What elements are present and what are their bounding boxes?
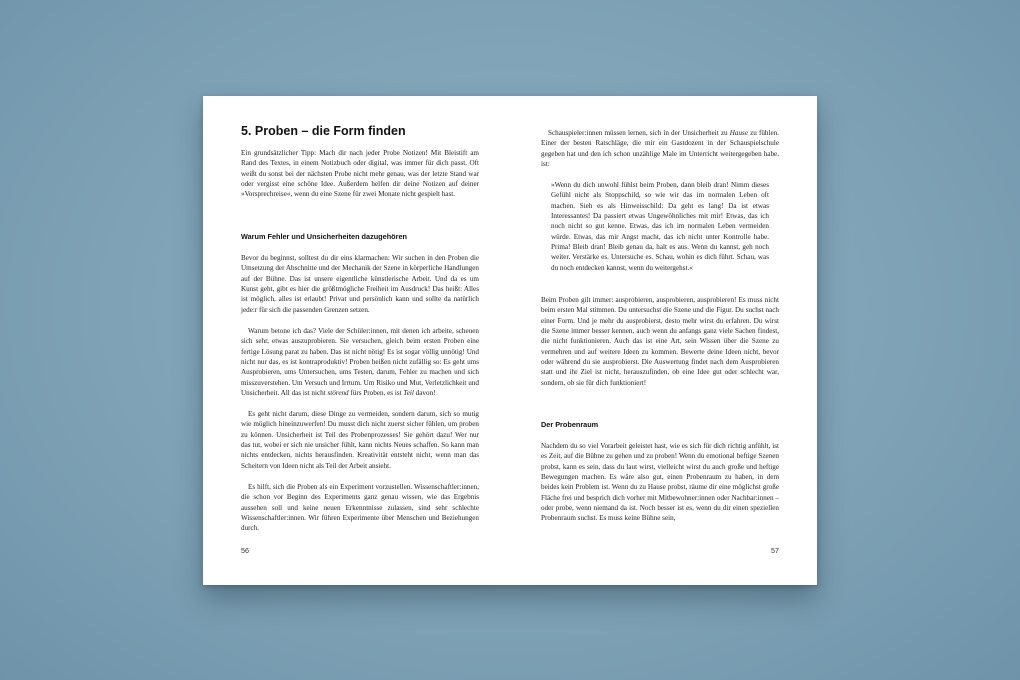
subheading-mistakes: Warum Fehler und Unsicherheiten dazugehören [241,232,407,241]
right-page [510,96,817,585]
paragraph-why [241,326,479,398]
chapter-title: 5. Proben – die Form finden [241,124,406,138]
emphasis-stoerend: störend [327,389,349,398]
paragraph-courage: Es geht nicht darum, diese Dinge zu vermeiden, sondern darum, sich so mutig wie möglich hineinzuwerfen! Du musst dich nicht zuerst sicher fühlen, um proben zu können. Unsicherheit ist Teil des Probenprozesses! Sie gehört dazu! Wer nur das tut, wobei er sich nie unsicher fühlt, kann nichts Neues schaffen. So kann man nichts entdecken, nichts herausfinden. Kreativität entsteht nicht, wenn man das Scheitern von Ideen nicht als Teil der Arbeit ansieht. [241,410,479,470]
book-spread [203,96,817,585]
emphasis-teil: Teil [403,389,414,398]
paragraph-try-out: Beim Proben gilt immer: ausprobieren, ausprobieren, ausprobieren! Es muss nicht beim ersten Mal stimmen. Du untersuchst die Szene und die Figur. Du suchst nach einer Form. Und je mehr du ausprobierst, desto mehr wirst du erfahren. Du wirst die Szene immer besser kennen, auch wenn du anfangs ganz viele Sachen findest, die nicht funktionieren. Auch das ist eine Art, sein Wissen über die Szene zu vermehren und auf weitere Ideen zu kommen. Bewerte deine Ideen nicht, bevor oder während du sie ausprobierst. Die Auswertung findet nach dem Ausprobieren statt und ihr Ziel ist nicht, herauszufinden, ob eine Idee gut oder schlecht war, sondern, ob sie für dich funktioniert! [541,296,779,387]
paragraph-rehearsal-room: Nachdem du so viel Vorarbeit geleistet hast, wie es sich für dich richtig anfühlt, ist es Zeit, auf die Bühne zu gehen und zu proben! Wenn du emotional heftige Szenen probst, kann es sein, dass du laut wirst, vielleicht wirst du auch große und heftige Bewegungen machen. Es wäre also gut, einen Probenraum zu haben, in dem beides kein Problem ist. Wenn du zu Hause probst, räume dir eine möglichst große Fläche frei und besprich dich vorher mit Mitbewohner:innen oder Nachbar:innen – oder probe, wenn niemand da ist. Noch besser ist es, wenn du dir einen speziellen Probenraum suchst. Es muss keine Bühne sein, [541,442,779,523]
paragraph-uncertainty-text-end: zu fühlen. Einer der besten Ratschläge, die mir ein Gastdozent in der Schauspielschule gegeben hat und den ich schon unzählige Male im Unterricht weitergegeben habe, ist: [541,129,780,169]
paragraph-why-text-mid: fürs Proben, es ist [348,389,404,398]
page-number-left: 56 [241,546,249,555]
paragraph-freedom: Bevor du beginnst, solltest du dir eins klarmachen: Wir suchen in den Proben die Umsetzung der Abschnitte und der Mechanik der Szene in körperliche Handlungen auf der Bühne. Das ist unsere eigentliche künstlerische Arbeit. Und da es um Kunst geht, gibt es hier die größtmögliche Freiheit im Ausdruck! Das heißt: Alles ist möglich, alles ist erlaubt! Privat und persönlich kann und sollte da natürlich jede:r für sich die passenden Grenzen setzen. [241,254,479,314]
paragraph-why-text: Warum betone ich das? Viele der Schüler:innen, mit denen ich arbeite, scheuen sich sehr, etwas auszuprobieren. Sie versuchen, gleich beim ersten Proben eine fertige Lösung parat zu haben. Das ist nicht nötig! Es ist sogar völlig unnötig! Und nicht nur das, es ist kontraproduktiv! Proben heißen nicht zufällig so: Es geht ums Ausprobieren, ums Untersuchen, ums Testen, darum, Fehler zu machen und sich misszuverstehen. Um Versuch und Irrtum. Um Risiko und Mut, Verletzlichkeit und Unsicherheit. All das ist nicht [241,327,479,398]
paragraph-uncertainty-text: Schauspieler:innen müssen lernen, sich in der Unsicherheit zu [548,129,730,137]
paragraph-experiment: Es hilft, sich die Proben als ein Experiment vorzustellen. Wissenschaftler:innen, die schon vor Beginn des Experiments ganz genau wissen, wie das Ergebnis aussehen soll und keine neuen Erkenntnisse zulassen, sind sehr schlechte Wissenschaftler:innen. Wir führen Experimente über Menschen und Beziehungen durch. [241,483,479,533]
subheading-rehearsal-room: Der Probenraum [541,420,599,429]
paragraph-why-text-end: davon! [413,389,436,398]
quote-block: »Wenn du dich unwohl fühlst beim Proben, dann bleib dran! Nimm dieses Gefühl nicht als Stoppschild, so wie wir das im normalen Leben oft machen. Sieh es als Hinweisschild: Da geht es lang! Da ist etwas Interessantes! Da passiert etwas Ungewöhnliches mit mir! Etwas, das ich noch nicht so gut kenne. Etwas, das ich im normalen Leben vermeiden würde. Etwas, das mir Angst macht, das ich nicht unter Kontrolle habe. Prima! Bleib dran! Bleib genau da, halt es aus. Wenn du kannst, geh noch weiter. Verstärke es. Untersuche es. Schau, wohin es dich führt. Schau, was du noch entdecken kannst, wenn du weitergehst.« [551,181,769,272]
page-number-right: 57 [771,546,779,555]
intro-paragraph: Ein grundsätzlicher Tipp: Mach dir nach jeder Probe Notizen! Mit Bleistift am Rand des Textes, in einem Notizbuch oder digital, was immer für dich passt. Oft weißt du sonst bei der nächsten Probe nicht mehr genau, was der letzte Stand war oder vergisst eine schöne Idee. Außerdem helfen dir deine Notizen auf deiner »Vorsprechreise«, wenn du eine Szene für zwei Monate nicht gespielt hast. [241,149,479,199]
emphasis-hause: Hause [729,129,748,137]
left-page [203,96,510,585]
paragraph-uncertainty [541,128,779,169]
